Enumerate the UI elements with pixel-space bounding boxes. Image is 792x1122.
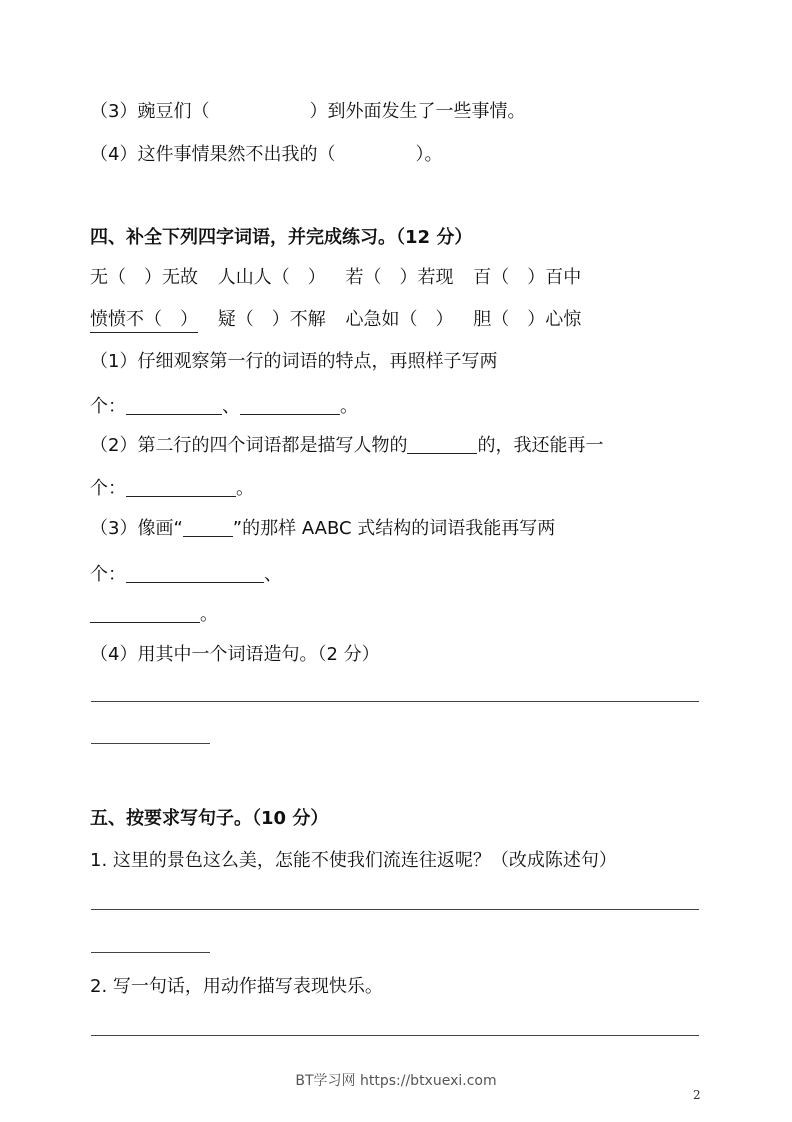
idiom-row1-1: 无（ ）无故 bbox=[90, 267, 198, 288]
answer-line-5-1b[interactable] bbox=[91, 952, 210, 953]
item4-prefix: （4）这件事情果然不出我的（ bbox=[90, 144, 336, 165]
question-5-1: 1. 这里的景色这么美，怎能不使我们流连往返呢？（改成陈述句） bbox=[90, 850, 617, 871]
prompt-part-2: ”的那样 AABC 式结构的词语我能再写两 bbox=[232, 518, 556, 539]
answer-blank-2[interactable] bbox=[240, 396, 340, 415]
answer-prefix: 个： bbox=[90, 396, 126, 417]
question-4-3-answer bbox=[90, 563, 282, 587]
answer-line-4-4b[interactable] bbox=[91, 743, 210, 744]
answer-blank-6[interactable] bbox=[126, 564, 264, 583]
answer-blank-4[interactable] bbox=[126, 478, 236, 497]
idiom-row1-2: 人山人（ ） bbox=[217, 267, 326, 288]
answer-line-5-2[interactable] bbox=[91, 1035, 699, 1036]
end-period: 。 bbox=[236, 478, 254, 499]
idiom-row1-3: 若（ ）若现 bbox=[345, 267, 454, 288]
prompt-part-1: （3）像画“ bbox=[90, 518, 183, 539]
section-4-title: 四、补全下列四字词语，并完成练习。（12 分） bbox=[90, 227, 473, 248]
idiom-row2-4: 胆（ ）心惊 bbox=[473, 309, 582, 330]
question-4-1-answer bbox=[90, 395, 358, 419]
answer-blank-1[interactable] bbox=[126, 396, 222, 415]
prompt-part-2: 的，我还能再一 bbox=[477, 435, 604, 456]
question-3-item-3 bbox=[90, 100, 525, 124]
idiom-row2-3: 心急如（ ） bbox=[345, 309, 454, 330]
answer-blank-5[interactable] bbox=[183, 518, 233, 537]
question-4-4-prompt: （4）用其中一个词语造句。（2 分） bbox=[90, 644, 380, 665]
question-4-2-prompt bbox=[90, 434, 603, 458]
item3-prefix: （3）豌豆们（ bbox=[90, 101, 210, 122]
prompt-part-1: （2）第二行的四个词语都是描写人物的 bbox=[90, 435, 408, 456]
answer-prefix: 个： bbox=[90, 478, 126, 499]
answer-blank-7[interactable] bbox=[90, 604, 200, 623]
question-4-2-answer bbox=[90, 477, 254, 501]
question-4-1-prompt: （1）仔细观察第一行的词语的特点，再照样子写两 bbox=[90, 351, 498, 372]
end-period: 。 bbox=[340, 396, 358, 417]
idiom-row2-2: 疑（ ）不解 bbox=[217, 309, 326, 330]
question-5-2: 2. 写一句话，用动作描写表现快乐。 bbox=[90, 976, 383, 997]
idiom-row-1 bbox=[90, 266, 595, 290]
question-4-3-prompt bbox=[90, 517, 555, 541]
idiom-row2-1: 愤愤不（ ） bbox=[90, 308, 198, 333]
answer-prefix: 个： bbox=[90, 564, 126, 585]
question-4-3-answer-cont bbox=[90, 603, 218, 627]
separator: 、 bbox=[264, 564, 282, 585]
section-5-title: 五、按要求写句子。（10 分） bbox=[90, 808, 329, 829]
question-3-item-4 bbox=[90, 143, 442, 167]
footer-watermark: BT学习网 https://btxuexi.com bbox=[295, 1073, 497, 1089]
idiom-row-2 bbox=[90, 308, 595, 333]
answer-line-4-4a[interactable] bbox=[91, 701, 699, 702]
idiom-row1-4: 百（ ）百中 bbox=[473, 267, 582, 288]
answer-line-5-1a[interactable] bbox=[91, 909, 699, 910]
answer-blank-3[interactable] bbox=[407, 435, 477, 454]
end-period: 。 bbox=[200, 604, 218, 625]
separator: 、 bbox=[222, 396, 240, 417]
item3-suffix: ）到外面发生了一些事情。 bbox=[309, 101, 526, 122]
page-number: 2 bbox=[693, 1088, 701, 1102]
item4-suffix: ）。 bbox=[415, 144, 443, 165]
